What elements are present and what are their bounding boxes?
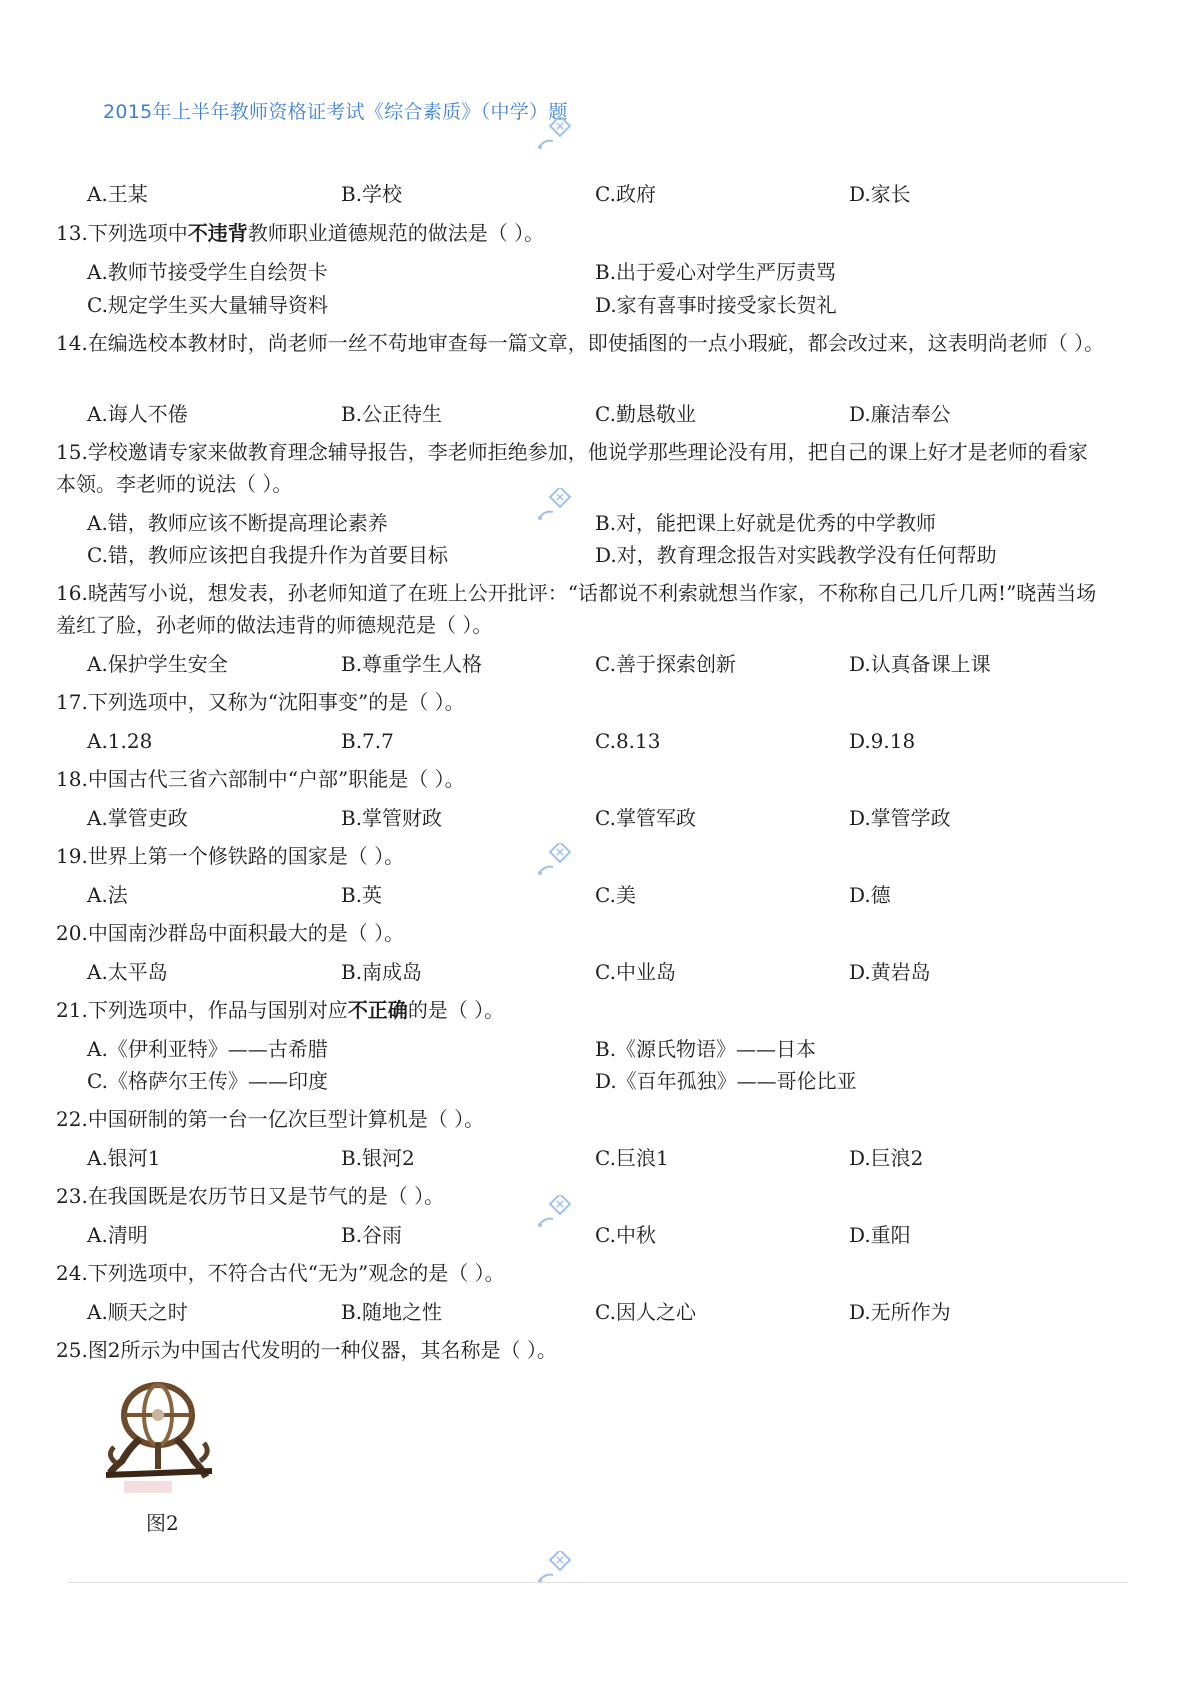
option-c: C.中业岛 [595,960,676,984]
question-number: 25. [56,1338,88,1362]
option-c: C.政府 [595,182,656,206]
question-number: 20. [56,921,88,945]
question-stem [56,686,1106,718]
option-a: A.王某 [87,182,148,206]
emphasis-text: 不正确 [347,998,408,1022]
option-d: D.巨浪2 [849,1146,924,1170]
option-a: A.太平岛 [87,960,168,984]
option-b: B.公正待生 [341,402,443,426]
option-b: B.南成岛 [341,960,423,984]
option-c: C.因人之心 [595,1300,696,1324]
stem-text: 中国研制的第一台一亿次巨型计算机是（ ）。 [87,1107,485,1131]
question-stem [56,1334,1106,1366]
option-d: D.认真备课上课 [849,652,991,676]
option-d: D.廉洁奉公 [849,402,951,426]
option-d: D.无所作为 [849,1300,951,1324]
option-a: A.法 [87,883,128,907]
option-b: B.对，能把课上好就是优秀的中学教师 [595,511,937,535]
option-d: D.德 [849,883,891,907]
question-stem [56,1180,1106,1212]
question-number: 24. [56,1261,88,1285]
question-number: 14. [56,331,88,355]
stem-text: 下列选项中，又称为“沈阳事变”的是（ ）。 [87,690,465,714]
question-stem [56,840,1106,872]
stem-text: 在编选校本教材时，尚老师一丝不苟地审查每一篇文章，即使插图的一点小瑕疵，都会改过来，这表明尚老师（ ）。 [87,331,1105,355]
stem-text: 图2所示为中国古代发明的一种仪器，其名称是（ ）。 [87,1338,557,1362]
option-a: A.1.28 [87,729,153,753]
stem-text: 世界上第一个修铁路的国家是（ ）。 [87,844,405,868]
question-number: 13. [56,221,88,245]
question-stem [56,1257,1106,1289]
stem-text: 下列选项中，作品与国别对应 [87,998,348,1022]
question-number: 18. [56,767,88,791]
stem-text: 下列选项中 [87,221,188,245]
stem-text: 在我国既是农历节日又是节气的是（ ）。 [87,1184,445,1208]
option-b: B.银河2 [341,1146,415,1170]
option-b: B.掌管财政 [341,806,443,830]
option-c: C.《格萨尔王传》——印度 [87,1069,328,1093]
footer-divider [68,1582,1128,1583]
question-number: 23. [56,1184,88,1208]
question-number: 21. [56,998,88,1022]
question-stem [56,436,1106,500]
question-stem [56,327,1106,359]
option-a: A.保护学生安全 [87,652,228,676]
question-stem [56,994,1106,1026]
stem-text: 学校邀请专家来做教育理念辅导报告，李老师拒绝参加，他说学那些理论没有用，把自己的课上好才是老师的看家本领。李老师的说法（ ）。 [56,440,1088,496]
option-c: C.中秋 [595,1223,656,1247]
emphasis-text: 不违背 [187,221,248,245]
option-a: A.教师节接受学生自绘贺卡 [87,260,328,284]
option-a: A.顺天之时 [87,1300,188,1324]
question-number: 16. [56,581,88,605]
option-a: A.掌管吏政 [87,806,188,830]
option-a: A.错，教师应该不断提高理论素养 [87,511,388,535]
option-b: B.尊重学生人格 [341,652,483,676]
question-number: 19. [56,844,88,868]
option-d: D.家长 [849,182,911,206]
question-number: 17. [56,690,88,714]
option-a: A.银河1 [87,1146,161,1170]
option-d: D.黄岩岛 [849,960,931,984]
option-c: C.勤恳敬业 [595,402,696,426]
question-stem [56,577,1106,641]
option-b: B.英 [341,883,383,907]
question-stem [56,1103,1106,1135]
option-d: D.重阳 [849,1223,911,1247]
option-a: A.清明 [87,1223,148,1247]
question-stem [56,917,1106,949]
question-stem [56,763,1106,795]
watermark-logo-icon [535,117,575,153]
option-c: C.巨浪1 [595,1146,669,1170]
option-d: D.对，教育理念报告对实践教学没有任何帮助 [595,543,997,567]
option-b: B.出于爱心对学生严厉责骂 [595,260,837,284]
option-c: C.错，教师应该把自我提升作为首要目标 [87,543,448,567]
figure-caption: 图2 [146,1511,179,1535]
option-a: A.诲人不倦 [87,402,188,426]
option-c: C.美 [595,883,636,907]
option-d: D.9.18 [849,729,916,753]
option-b: B.学校 [341,182,403,206]
option-c: C.规定学生买大量辅导资料 [87,293,328,317]
option-a: A.《伊利亚特》——古希腊 [87,1037,328,1061]
option-c: C.8.13 [595,729,661,753]
question-number: 22. [56,1107,88,1131]
option-d: D.《百年孤独》——哥伦比亚 [595,1069,857,1093]
option-c: C.善于探索创新 [595,652,736,676]
option-d: D.掌管学政 [849,806,951,830]
option-d: D.家有喜事时接受家长贺礼 [595,293,837,317]
option-b: B.《源氏物语》——日本 [595,1037,817,1061]
stem-text: 的是（ ）。 [407,998,505,1022]
stem-text: 下列选项中，不符合古代“无为”观念的是（ ）。 [87,1261,505,1285]
stem-text: 中国古代三省六部制中“户部”职能是（ ）。 [87,767,465,791]
question-number: 15. [56,440,88,464]
option-b: B.谷雨 [341,1223,403,1247]
option-b: B.7.7 [341,729,394,753]
stem-text: 中国南沙群岛中面积最大的是（ ）。 [87,921,405,945]
option-b: B.随地之性 [341,1300,443,1324]
armillary-sphere-figure [100,1377,220,1497]
page-header-title: 2015年上半年教师资格证考试《综合素质》（中学）题 [103,101,568,123]
option-c: C.掌管军政 [595,806,696,830]
stem-text: 教师职业道德规范的做法是（ ）。 [247,221,545,245]
stem-text: 晓茜写小说，想发表，孙老师知道了在班上公开批评：“话都说不利索就想当作家，不称称自己几斤几两!”晓茜当场羞红了脸，孙老师的做法违背的师德规范是（ ）。 [56,581,1097,637]
question-stem [56,217,1106,249]
